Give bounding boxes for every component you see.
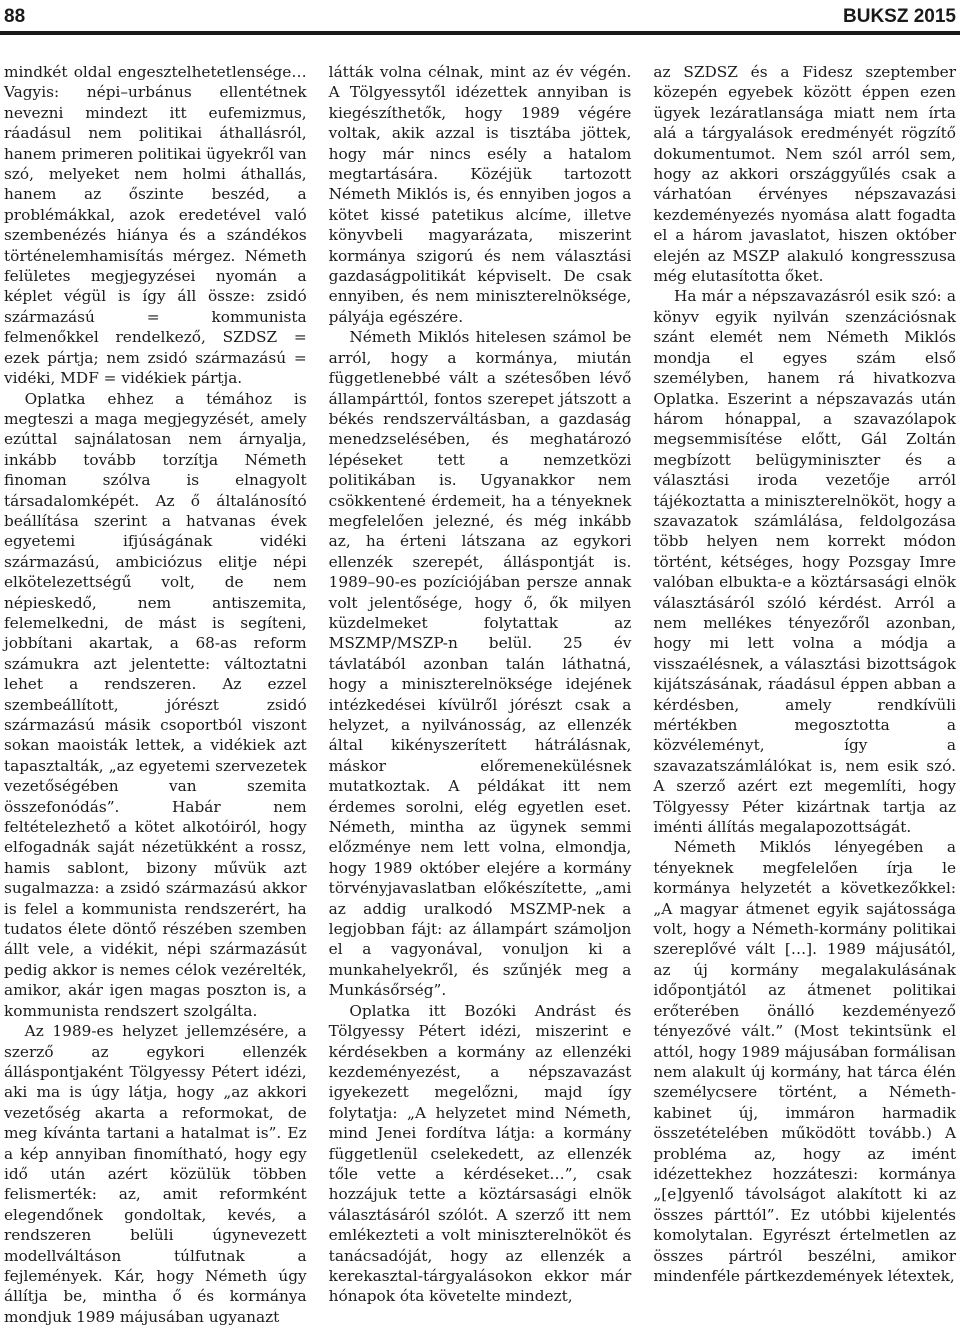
paragraph: Az 1989-es helyzet jellemzésére, a szerző az egykori ellenzék álláspontjaként Tölgyessy Pétert idézi, aki ma is úgy látja, hogy „az akkori vezetőség akarta a reformokat, de meg kívánta tartani a hatalmat is”. Ez a kép annyiban finomítható, hogy egy idő után azért közülük többen felismerték: az, amit reformként elegendőnek gondoltak, kevés, a rendszeren belüli úgynevezett modellváltáson túlfutnak a fejlemények. Kár, hogy Németh úgy állítja be, mintha ő és kormánya mondjuk 1989 májusában ugyanazt xyxy=(4,1022,307,1326)
paragraph: az SZDSZ és a Fidesz szeptember közepén egyebek között éppen ezen ügyek lezáratlansága miatt nem írta alá a tárgyalások eredményét rögzítő dokumentumot. Nem szól arról sem, hogy az akkori országgyűlés csak a várhatóan érvényes népszavazási kezdeményezés nyomása alatt fogadta el a három javaslatot, hiszen október elején az MSZP alakuló kongresszusa még elutasította őket. xyxy=(653,63,957,286)
column-2 xyxy=(328,62,632,1306)
header-rule xyxy=(0,31,960,35)
paragraph: Ha már a népszavazásról esik szó: a könyv egyik nyilván szenzációsnak szánt elemét nem Németh Miklós mondja el egyes szám első személyben, hanem rá hivatkozva Oplatka. Eszerint a népszavazás után három hónappal, a szavazólapok megsemmisítése előtt, Gál Zoltán megbízott belügyminiszter és a választási iroda vezetője arról tájékoztatta a miniszterelnököt, hogy a szavazatok számlálása, feldolgozása több helyen nem korrekt módon történt, kétséges, hogy Pozsgay Imre valóban elbukta-e a köztársasági elnök választásáról szóló kérdést. Arról a nem mellékes tényezőről azonban, hogy mi lett volna a módja a visszaélésnek, a választási bizottságok kijátszásának, ráadásul éppen abban a kérdésben, amely rendkívüli mértékben megosztotta a közvéleményt, így a szavazatszámlálókat is, nem esik szó. A szerző azért ezt megemlíti, hogy Tölgyessy Péter kizártnak tartja az iménti állítás megalapozottságát. xyxy=(653,287,957,837)
paragraph: mindkét oldal engesztelhetetlensége… Vagyis: népi–urbánus ellentétnek nevezni mindezt itt eufemizmus, ráadásul nem politikai áthallásról, hanem primeren politikai ügyekről van szó, melyeket nem holmi áthallás, hanem az őszinte beszéd, a problémákkal, azok eredetével való szembenézés hiánya és a szándékos történelemhamisítás mérgez. Németh felületes megjegyzései nyomán a képlet végül is így áll össze: zsidó származású = kommunista felmenőkkel rendelkező, SZDSZ = ezek pártja; nem zsidó származású = vidéki, MDF = vidékiek pártja. xyxy=(4,63,307,388)
paragraph: Németh Miklós hitelesen számol be arról, hogy a kormánya, miután függetlenebbé vált a szétesőben lévő állampárttól, fontos szerepet játszott a békés rendszerváltásban, a gazdaság menedzselésében, és meghatározó lépéseket tett a nemzetközi politikában is. Ugyanakkor nem csökkentené érdemeit, ha a tényeknek megfelelően jelezné, és még inkább az, ha érteni látszana az egykori ellenzék szerepét, álláspontját is. 1989–90-es pozíciójában persze annak volt jelentősége, hogy ő, ők milyen küzdelmeket folytattak az MSZMP/MSZP-n belül. 25 év távlatából azonban talán láthatná, hogy a miniszterelnöksége idejének intézkedései kívülről jórészt csak a helyzet, a nyilvánosság, az ellenzék által kikényszerített hátrálásnak, máskor előremenekülésnek mutatkoztak. A példákat itt nem érdemes sorolni, elég egyetlen eset. Németh, mintha az ügynek semmi előzménye nem lett volna, elmondja, hogy 1989 október elejére a kormány törvényjavaslatban előkészítette, „ami az addig uralkodó MSZMP-nek a legjobban fájt: az állampárt számoljon el a vagyonával, vonuljon ki a munkahelyekről, és szűnjék meg a Munkásőrség”. xyxy=(328,328,632,1000)
page-header xyxy=(0,0,960,36)
page-number: 88 xyxy=(4,6,26,27)
column-1 xyxy=(4,62,307,1326)
article-body xyxy=(4,62,957,1326)
journal-title: BUKSZ 2015 xyxy=(843,6,956,27)
paragraph: Németh Miklós lényegében a tényeknek megfelelően írja le kormánya helyzetét a következőkkel: „A magyar átmenet egyik sajátossága volt, hogy a Németh-kormány politikai szereplővé vált […]. 1989 májusától, az új kormány megalakulásának időpontjától az átmenet politikai erőterében önálló kezdeményező tényezővé vált.” (Most tekintsünk el attól, hogy 1989 májusában formálisan nem alakult új kormány, hat tárca élén személycsere történt, a Németh-kabinet új, immáron harmadik összetételében működött tovább.) A probléma az, hogy az imént idézettekhez hozzáteszi: kormánya „[e]gyenlő távolságot alakított ki az összes párttól”. Ez utóbbi kijelentés komolytalan. Egyrészt értelmetlen az összes pártról beszélni, amikor mindenféle pártkezdemények létextek, xyxy=(653,838,957,1285)
paragraph: látták volna célnak, mint az év végén. A Tölgyessytől idézettek annyiban is kiegészíthetők, hogy 1989 végére voltak, akik azzal is tisztába jöttek, hogy már nincs esély a hatalom megtartására. Közéjük tartozott Németh Miklós is, és ennyiben jogos a kötet kissé patetikus alcíme, illetve könyvbeli magyarázata, miszerint kormánya szigorú és nem választási gazdaságpolitikát képviselt. De csak ennyiben, és nem miniszterelnöksége, pályája egészére. xyxy=(328,63,632,326)
paragraph: Oplatka ehhez a témához is megteszi a maga megjegyzését, amely ezúttal sajnálatosan nem árnyalja, inkább tovább torzítja Németh finoman szólva is elnagyolt társadalomképét. Az ő általánosító beállítása szerint a hatvanas évek egyetemi ifjúságának vidéki származású, ambiciózus elitje népi elkötelezettségű volt, de nem népieskedő, nem antiszemita, felemelkedni, de mást is segíteni, jobbítani akartak, a 68-as reform számukra azt jelentette: változtatni lehet a rendszeren. Az ezzel szembeállított, jórészt zsidó származású másik csoportból viszont sokan maoisták lettek, a vidékiek azt tapasztalták, „az egyetemi szervezetek vezetőségében van szemita összefonódás”. Habár nem feltételezhető a kötet alkotóiról, hogy elfogadnák saját nézetükként a rossz, hamis sablont, bizony művük azt sugalmazza: a zsidó származású akkor is felel a kommunista rendszerért, ha tudatos élete döntő részében szemben állt vele, a vidékit, népi származásút pedig akkor is nemes célok vezérelték, amikor, akár igen magas poszton is, a kommunista rendszert szolgálta. xyxy=(4,389,307,1020)
column-3 xyxy=(653,62,956,1290)
paragraph: Oplatka itt Bozóki Andrást és Tölgyessy Pétert idézi, miszerint e kérdésekben a kormány az ellenzéki kezdeményezést, a népszavazást igyekezett megelőzni, majd így folytatja: „A helyzetet mind Németh, mind Jenei fordítva látja: a kormány függetlenül cselekedett, az ellenzék tőle vette a kérdéseket…”, csak hozzájuk tette a köztársasági elnök választásáról szólót. A szerző itt nem emlékezteti a volt miniszterelnököt és tanácsadóját, hogy az ellenzék a kerekasztal-tárgyalásokon ekkor már hónapok óta követelte mindezt, xyxy=(328,1001,632,1306)
